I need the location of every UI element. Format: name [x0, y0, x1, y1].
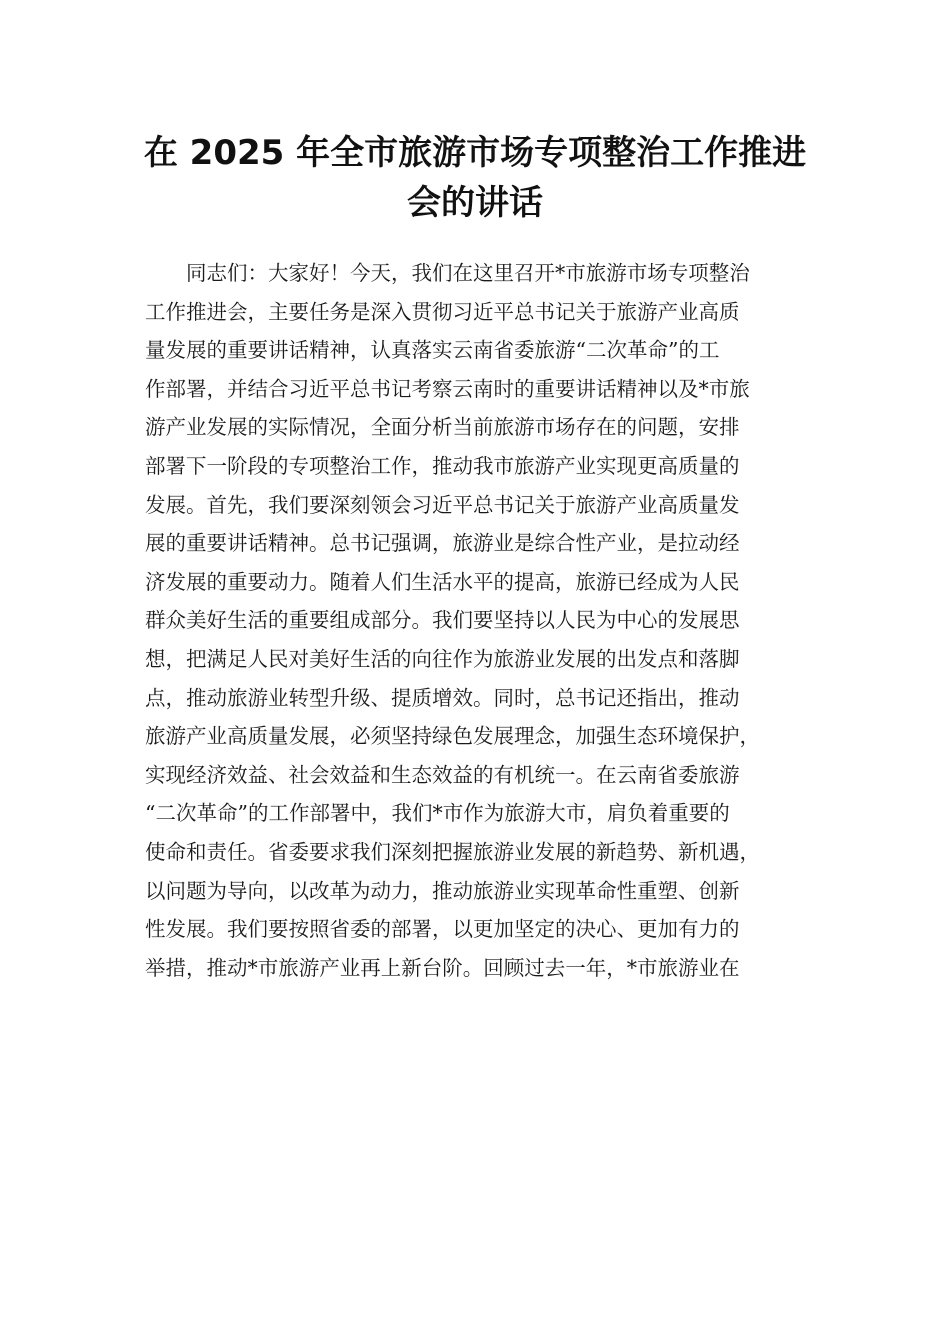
- speech-body: [145, 254, 815, 987]
- body-line: 想，把满足人民对美好生活的向往作为旅游业发展的出发点和落脚: [145, 646, 740, 671]
- body-line: 济发展的重要动力。随着人们生活水平的提高，旅游已经成为人民: [145, 569, 740, 594]
- body-line: 举措，推动*市旅游产业再上新台阶。回顾过去一年，*市旅游业在: [145, 955, 740, 980]
- body-line: 使命和责任。省委要求我们深刻把握旅游业发展的新趋势、新机遇，: [145, 839, 760, 864]
- body-line: 发展。首先，我们要深刻领会习近平总书记关于旅游产业高质量发: [145, 492, 740, 517]
- body-line: 工作推进会，主要任务是深入贯彻习近平总书记关于旅游产业高质: [145, 299, 740, 324]
- body-line: 展的重要讲话精神。总书记强调，旅游业是综合性产业，是拉动经: [145, 531, 740, 556]
- body-line: 游产业发展的实际情况，全面分析当前旅游市场存在的问题，安排: [145, 415, 740, 440]
- body-line: 部署下一阶段的专项整治工作，推动我市旅游产业实现更高质量的: [145, 453, 740, 478]
- body-line: 作部署，并结合习近平总书记考察云南时的重要讲话精神以及*市旅: [145, 376, 750, 401]
- body-line: 同志们：大家好！今天，我们在这里召开*市旅游市场专项整治: [145, 261, 750, 285]
- title-line: 会的讲话: [407, 183, 543, 223]
- body-line: 群众美好生活的重要组成部分。我们要坚持以人民为中心的发展思: [145, 608, 740, 633]
- document-title: [130, 128, 820, 228]
- body-line: 旅游产业高质量发展，必须坚持绿色发展理念，加强生态环境保护，: [145, 724, 760, 749]
- body-line: 性发展。我们要按照省委的部署，以更加坚定的决心、更加有力的: [145, 917, 740, 942]
- title-line: 在 2025 年全市旅游市场专项整治工作推进: [143, 133, 807, 173]
- body-line: “二次革命”的工作部署中，我们*市作为旅游大市，肩负着重要的: [145, 801, 730, 826]
- body-line: 以问题为导向，以改革为动力，推动旅游业实现革命性重塑、创新: [145, 878, 740, 903]
- body-line: 实现经济效益、社会效益和生态效益的有机统一。在云南省委旅游: [145, 762, 740, 787]
- body-line: 点，推动旅游业转型升级、提质增效。同时，总书记还指出，推动: [145, 685, 740, 710]
- body-line: 量发展的重要讲话精神，认真落实云南省委旅游“二次革命”的工: [145, 338, 720, 363]
